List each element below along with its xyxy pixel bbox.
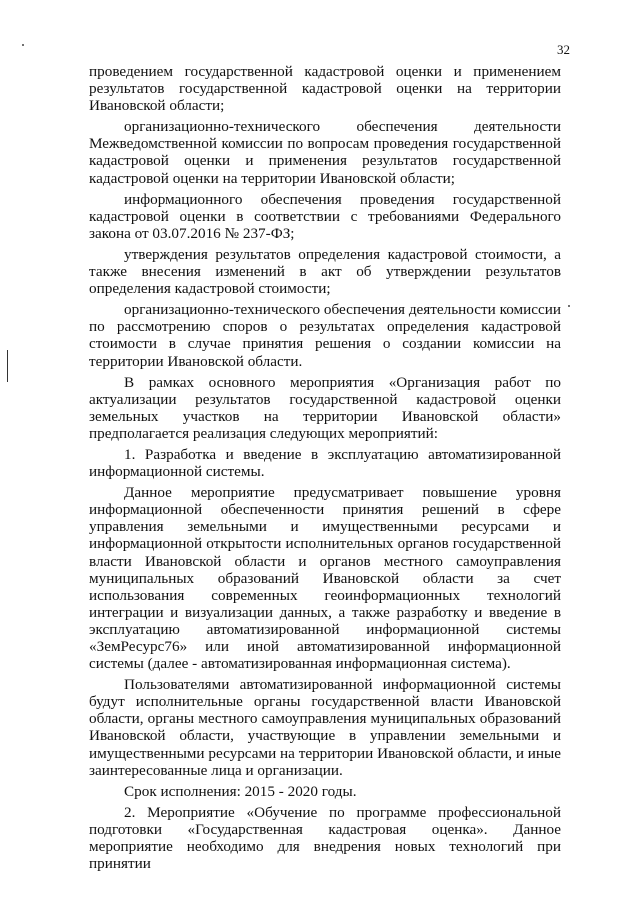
paragraph: Данное мероприятие предусматривает повышение уровня информационной обеспеченности принятия решений в сфере управления земельными и имущественными ресурсами и информационной открытости исполнительных органов государственной власти Ивановской области и органов местного самоуправления муниципальных образований Ивановской области за счет использования современных геоинформационных технологий интеграции и визуализации данных, а также разработку и введение в эксплуатацию автоматизированной информационной системы «ЗемРесурс76» или иной автоматизированной информационной системы (далее - автоматизированная информационная система). [89, 484, 561, 673]
page-number: 32 [557, 42, 570, 57]
document-body [89, 63, 561, 876]
paragraph: проведением государственной кадастровой оценки и применением результатов государственной кадастровой оценки на территории Ивановской области; [89, 63, 561, 115]
paragraph: утверждения результатов определения кадастровой стоимости, а также внесения изменений в акт об утверждении результатов определения кадастровой стоимости; [89, 245, 561, 298]
paragraph: Пользователями автоматизированной информационной системы будут исполнительные органы государственной власти Ивановской области, органы местного самоуправления муниципальных образований Ивановской области, участвующие в управлении земельными и имущественными ресурсами на территории Ивановской области, и иные заинтересованные лица и организации. [89, 676, 561, 779]
paragraph: организационно-технического обеспечения деятельности Межведомственной комиссии по вопросам проведения государственной кадастровой оценки и применения результатов государственной кадастровой оценки на территории Ивановской области; [89, 118, 561, 187]
scan-dot-mark [22, 44, 24, 46]
paragraph: Срок исполнения: 2015 - 2020 годы. [124, 782, 357, 800]
numbered-paragraph: 1. Разработка и введение в эксплуатацию автоматизированной информационной системы. [89, 445, 561, 481]
paragraph: информационного обеспечения проведения государственной кадастровой оценки в соответствии с требованиями Федерального закона от 03.07.2016 № 237-ФЗ; [89, 190, 561, 242]
margin-line-mark [7, 350, 8, 382]
paragraph: организационно-технического обеспечения деятельности комиссии по рассмотрению споров о результатах определения кадастровой стоимости в случае принятия решения о создании комиссии на территории Ивановской области. [89, 301, 561, 370]
paragraph: В рамках основного мероприятия «Организация работ по актуализации результатов государственной кадастровой оценки земельных участков на территории Ивановской области» предполагается реализация следующих мероприятий: [89, 373, 561, 442]
numbered-paragraph: 2. Мероприятие «Обучение по программе профессиональной подготовки «Государственная кадастровая оценка». Данное мероприятие необходимо для внедрения новых технологий при принятии [89, 803, 561, 873]
scan-dot-mark [568, 305, 570, 307]
